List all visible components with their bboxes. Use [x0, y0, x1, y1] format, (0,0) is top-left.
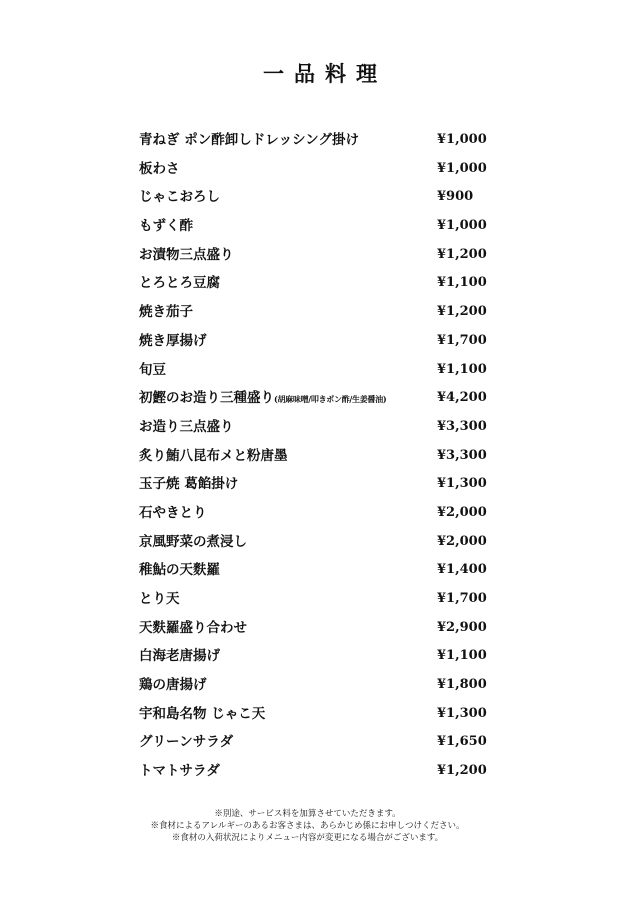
menu-item-price: ¥3,300 — [437, 418, 487, 434]
menu-item-name-text: 白海老唐揚げ — [139, 648, 220, 665]
menu-item — [139, 183, 484, 212]
menu-item-name — [139, 614, 247, 643]
menu-item-name — [139, 671, 207, 700]
menu-item-price: ¥1,100 — [437, 361, 487, 377]
menu-item-price: ¥1,100 — [437, 648, 487, 664]
menu-item-price: ¥1,000 — [437, 132, 487, 147]
menu-item-name — [139, 757, 220, 786]
menu-item-name-text: 焼き茄子 — [139, 304, 193, 321]
menu-item — [139, 126, 487, 155]
menu-item — [139, 212, 487, 241]
menu-item-name-text: 宇和島名物 じゃこ天 — [139, 705, 266, 722]
menu-item — [139, 499, 487, 528]
menu-item — [139, 241, 487, 270]
menu-item-name-text: 鶏の唐揚げ — [139, 677, 207, 694]
menu-item — [139, 269, 487, 298]
menu-item-name-text: 玉子焼 葛餡掛け — [139, 476, 239, 493]
menu-item — [139, 528, 487, 557]
menu-item — [139, 298, 487, 327]
footnote-allergy: ※食材によるアレルギーのあるお客さまは、あらかじめ係にお申しつけください。 — [150, 821, 465, 831]
menu-item-name-text: 稚鮎の天麩羅 — [139, 562, 220, 579]
menu-item — [139, 556, 487, 585]
menu-item — [139, 470, 487, 499]
menu-item-name-text: お漬物三点盛り — [139, 246, 234, 263]
menu-item-price: ¥1,300 — [437, 476, 487, 492]
menu-item-price: ¥1,700 — [437, 332, 487, 348]
menu-item — [139, 413, 487, 442]
menu-item-name-text: もずく酢 — [139, 218, 193, 235]
menu-item-price: ¥2,000 — [437, 533, 487, 549]
footnote-menu-change: ※食材の入荷状況によりメニュー内容が変更になる場合がございます。 — [171, 833, 444, 843]
menu-item — [139, 728, 487, 757]
menu-item-price: ¥1,100 — [437, 275, 487, 291]
menu-item — [139, 442, 487, 471]
menu-item-price: ¥1,000 — [437, 160, 487, 176]
menu-item-price: ¥1,300 — [437, 705, 487, 721]
menu-item-name — [139, 499, 207, 528]
menu-item-name — [139, 155, 180, 184]
menu-item-name-text: 石やきとり — [139, 504, 207, 521]
menu-item-name — [139, 241, 234, 270]
menu-item-name — [139, 126, 359, 155]
menu-item-price: ¥1,200 — [437, 763, 487, 779]
menu-item-price: ¥1,200 — [437, 246, 487, 262]
menu-item-name-text: 板わさ — [139, 160, 180, 177]
menu-item-name — [139, 528, 247, 557]
menu-item-price: ¥3,300 — [437, 447, 487, 463]
menu-item — [139, 585, 487, 614]
menu-item-name-text: 青ねぎ ポン酢卸しドレッシング掛け — [139, 132, 359, 148]
menu-item-name-text: 炙り鮪八昆布メと粉唐墨 — [139, 447, 288, 464]
menu-item — [139, 155, 487, 184]
menu-item-name-text: とろとろ豆腐 — [139, 275, 220, 292]
menu-item-name — [139, 585, 180, 614]
menu-item-name — [139, 413, 234, 442]
menu-item-name — [139, 642, 220, 671]
menu-item-name — [139, 183, 220, 212]
menu-item-name — [139, 212, 193, 241]
menu-item-price: ¥1,400 — [437, 562, 487, 578]
menu-item-price: ¥1,650 — [437, 734, 487, 750]
menu-item-name — [139, 556, 220, 585]
menu-item-name-text: じゃこおろし — [139, 189, 220, 206]
menu-item-price: ¥2,900 — [437, 619, 487, 635]
menu-list — [139, 126, 487, 786]
menu-item-price: ¥1,200 — [437, 304, 487, 320]
menu-item-note: (胡麻味噌/叩きポン酢/生姜醤油) — [274, 394, 387, 405]
menu-item-name-text: お造り三点盛り — [139, 418, 234, 435]
menu-item-name-text: 初鰹のお造り三種盛り — [139, 390, 274, 407]
menu-item — [139, 642, 487, 671]
menu-item-name-text: トマトサラダ — [139, 763, 220, 780]
menu-item-price: ¥4,200 — [437, 390, 487, 406]
menu-item — [139, 327, 487, 356]
footnote-service-charge: ※別途、サービス料を加算させていただきます。 — [214, 809, 401, 819]
menu-item-name-text: 焼き厚揚げ — [139, 332, 207, 349]
menu-item — [139, 700, 487, 729]
menu-item-name-text: 旬豆 — [139, 361, 166, 378]
menu-item-name — [139, 442, 288, 471]
menu-item-name — [139, 327, 207, 356]
menu-item-name-text: とり天 — [139, 591, 180, 607]
menu-item-name — [139, 728, 233, 757]
menu-item — [139, 757, 487, 786]
menu-item-price: ¥1,800 — [437, 677, 487, 693]
menu-item — [139, 356, 487, 385]
menu-item-name-text: 京風野菜の煮浸し — [139, 533, 247, 550]
menu-item-name-text: 天麩羅盛り合わせ — [139, 619, 247, 636]
menu-item — [139, 384, 487, 413]
menu-item-name — [139, 384, 386, 414]
menu-item-price: ¥1,000 — [437, 218, 487, 234]
menu-item-name — [139, 470, 238, 499]
menu-item-name — [139, 298, 193, 327]
menu-item-price: ¥2,000 — [437, 504, 487, 520]
menu-item — [139, 614, 487, 643]
footnotes — [0, 808, 615, 844]
menu-item-name — [139, 700, 265, 729]
menu-item-name-text: グリーンサラダ — [139, 734, 234, 751]
menu-item-price: ¥1,700 — [437, 591, 487, 606]
menu-item — [139, 671, 487, 700]
page-title: 一品料理 — [263, 61, 387, 86]
menu-item-name — [139, 269, 220, 298]
menu-item-name — [139, 356, 166, 385]
menu-item-price: ¥900 — [437, 189, 474, 205]
